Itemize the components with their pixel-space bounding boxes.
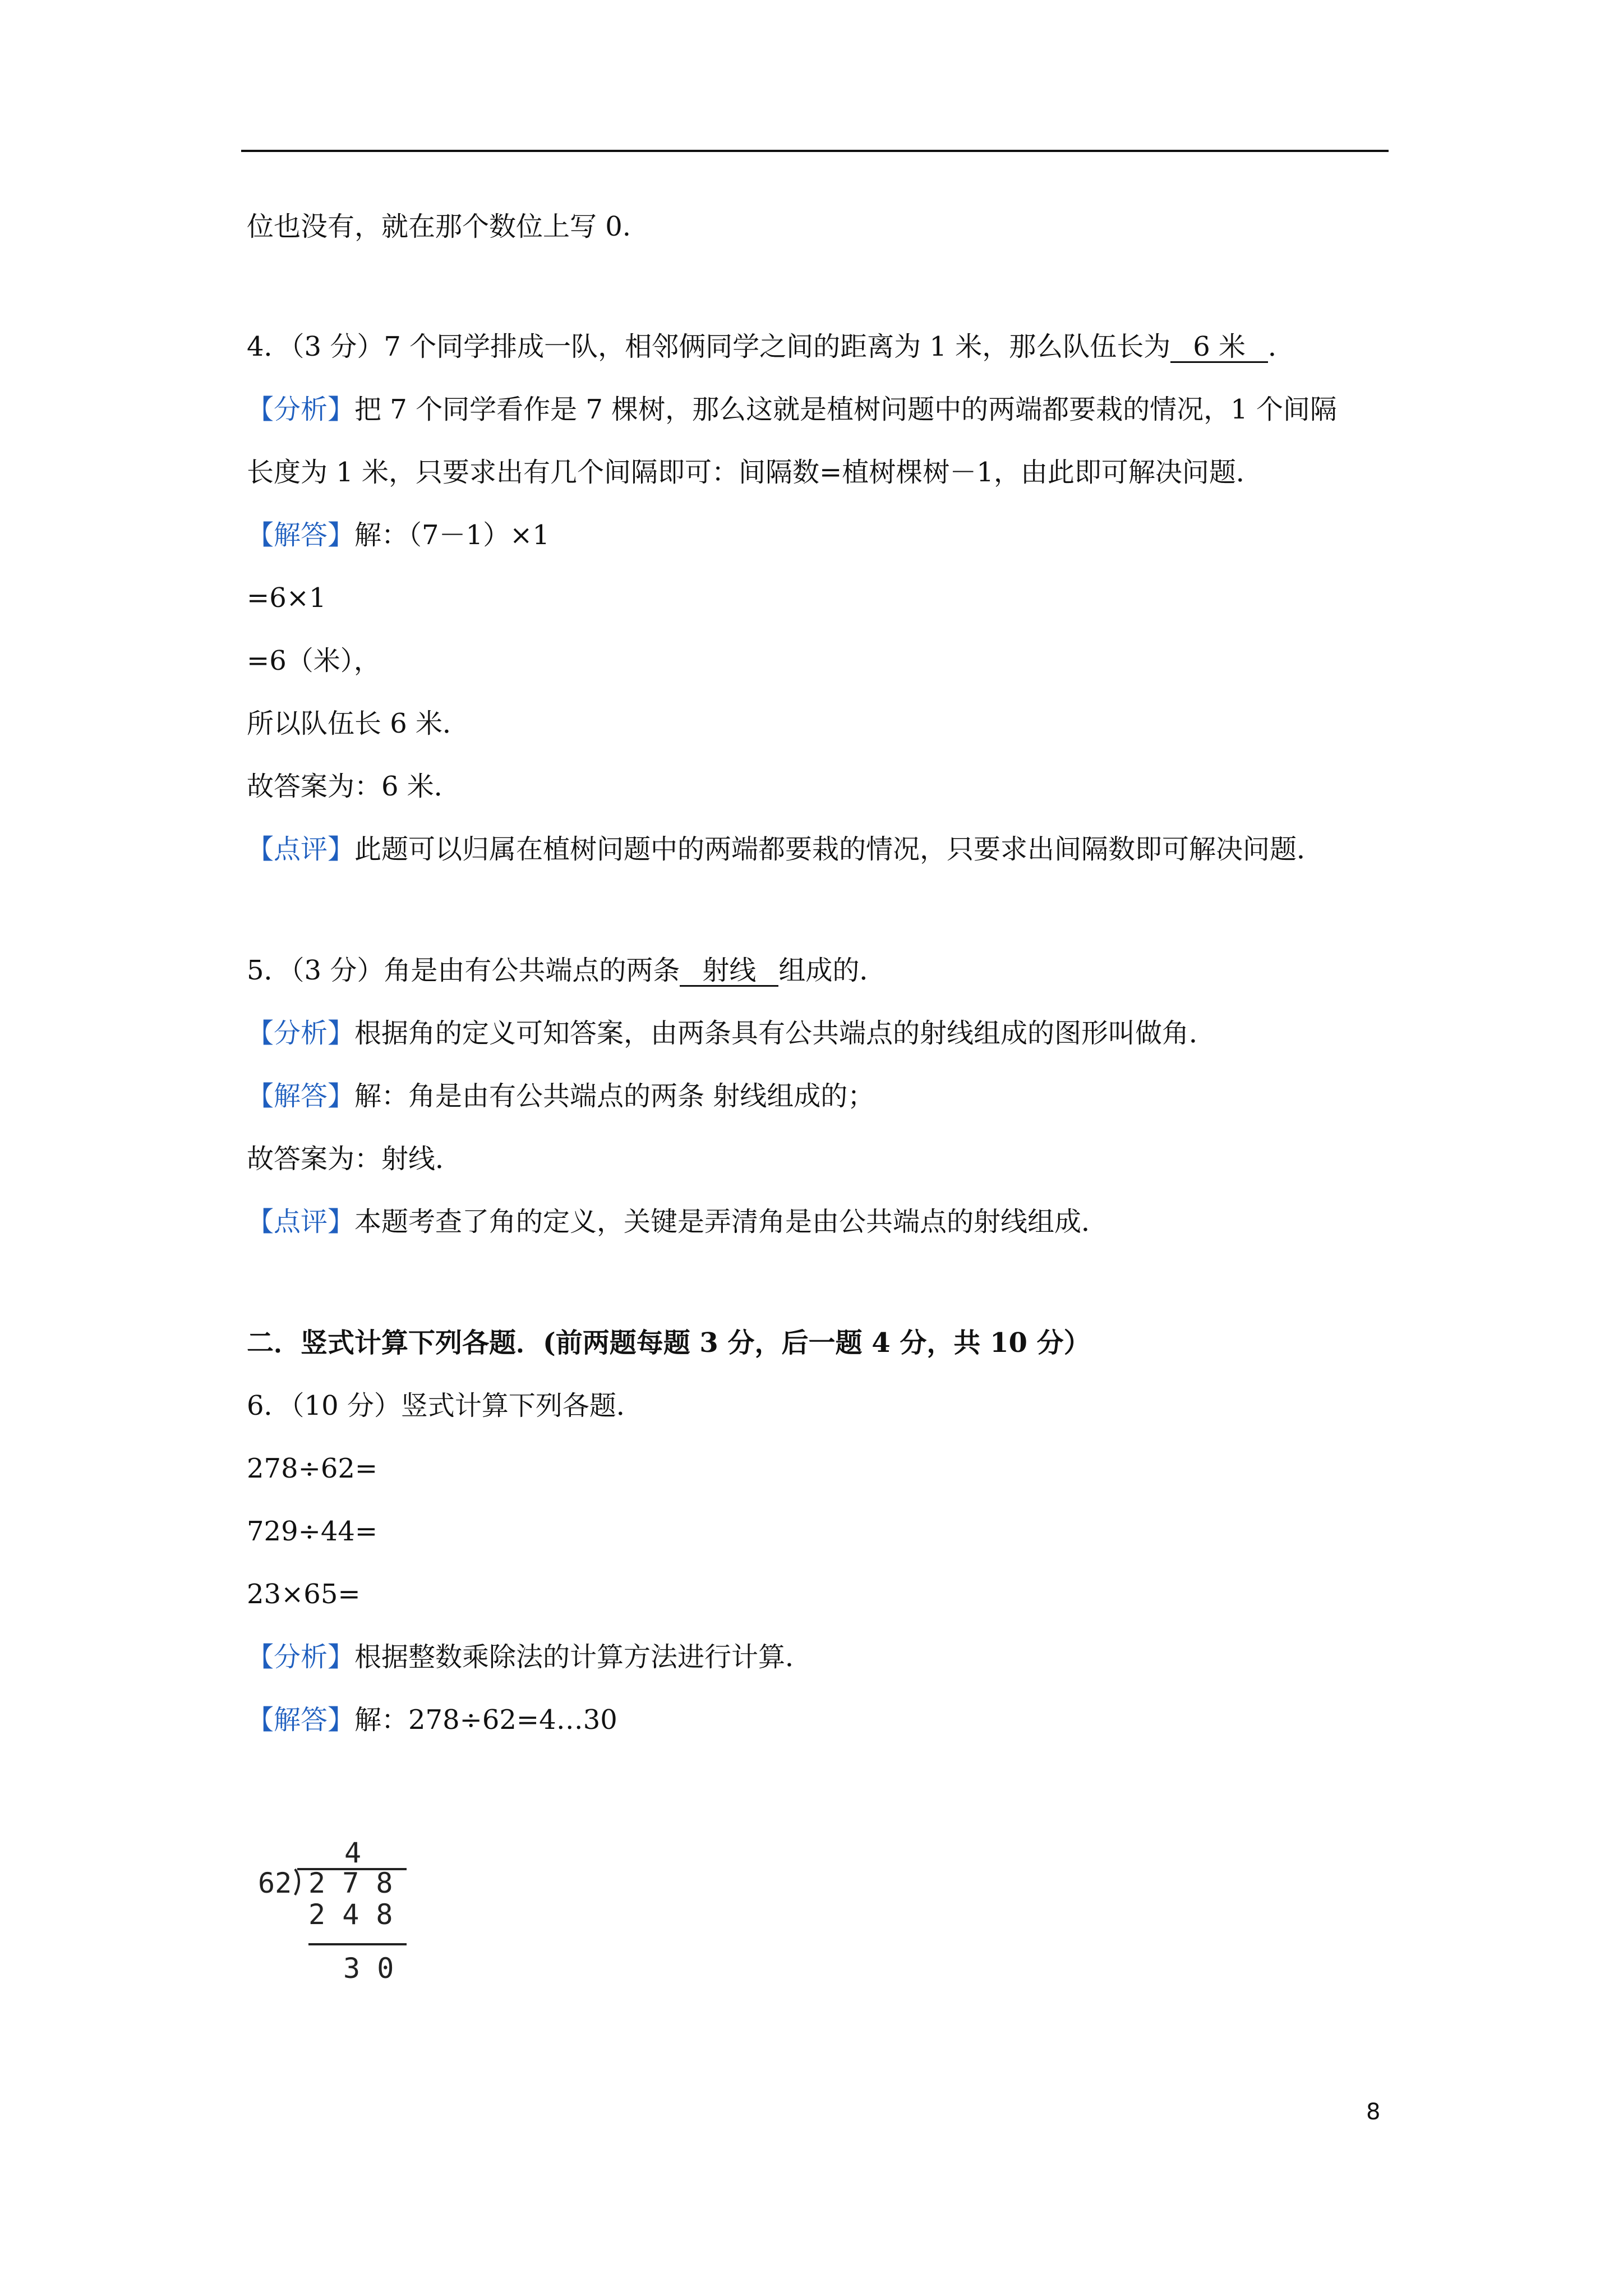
paragraph-continuation: 位也没有，就在那个数位上写 0. bbox=[247, 211, 631, 242]
question-5-solution: 【解答】解：角是由有公共端点的两条 射线组成的； bbox=[247, 1080, 875, 1112]
question-4-answer-blank: 6 米 bbox=[1170, 332, 1268, 363]
solution-tag: 【解答】 bbox=[247, 1080, 355, 1112]
question-5-analysis: 【分析】根据角的定义可知答案，由两条具有公共端点的射线组成的图形叫做角． bbox=[247, 1018, 1216, 1049]
question-6-solution: 【解答】解：278÷62=4…30 bbox=[247, 1704, 617, 1736]
question-5-final-answer: 故答案为：射线． bbox=[247, 1143, 463, 1175]
division-product: 2 4 8 bbox=[308, 1898, 393, 1931]
page-number: 8 bbox=[1366, 2099, 1381, 2125]
expression-3: 23×65= bbox=[247, 1579, 361, 1610]
division-dividend: 2 7 8 bbox=[308, 1867, 393, 1899]
question-5-answer-blank: 射线 bbox=[680, 956, 778, 987]
analysis-tag: 【分析】 bbox=[247, 1018, 355, 1049]
expression-1: 278÷62= bbox=[247, 1453, 378, 1484]
analysis-tag: 【分析】 bbox=[247, 394, 355, 425]
question-5-stem: 5．（3 分）角是由有公共端点的两条 射线 组成的． bbox=[247, 955, 887, 986]
division-bracket bbox=[295, 1869, 299, 1895]
division-divisor: 62 bbox=[258, 1867, 292, 1899]
question-4-comment: 【点评】此题可以归属在植树问题中的两端都要栽的情况，只要求出间隔数即可解决问题． bbox=[247, 834, 1324, 865]
question-6-stem: 6．（10 分）竖式计算下列各题． bbox=[247, 1390, 643, 1421]
section-2-heading: 二．竖式计算下列各题．(前两题每题 3 分，后一题 4 分，共 10 分） bbox=[247, 1327, 1091, 1359]
question-4-solution-step-2: =6×1 bbox=[247, 582, 326, 614]
solution-tag: 【解答】 bbox=[247, 519, 355, 551]
header-rule bbox=[241, 150, 1389, 152]
long-division-svg bbox=[247, 1834, 426, 2003]
long-division-figure bbox=[247, 1834, 426, 2005]
comment-tag: 【点评】 bbox=[247, 1206, 355, 1237]
expression-2: 729÷44= bbox=[247, 1516, 378, 1547]
question-4-solution-step-4: 所以队伍长 6 米． bbox=[247, 708, 470, 739]
question-4-solution-step-3: =6（米）， bbox=[247, 645, 381, 677]
division-quotient: 4 bbox=[344, 1837, 362, 1869]
question-4-stem: 4．（3 分）7 个同学排成一队，相邻俩同学之间的距离为 1 米，那么队伍长为 6 米 ． bbox=[247, 331, 1295, 362]
question-4-analysis: 【分析】把 7 个同学看作是 7 棵树，那么这就是植树问题中的两端都要栽的情况，1 个间隔 bbox=[247, 394, 1337, 425]
comment-tag: 【点评】 bbox=[247, 834, 355, 865]
analysis-tag: 【分析】 bbox=[247, 1641, 355, 1673]
question-5-comment: 【点评】本题考查了角的定义，关键是弄清角是由公共端点的射线组成． bbox=[247, 1206, 1109, 1237]
question-4-solution: 【解答】解：（7－1）×1 bbox=[247, 519, 550, 551]
question-4-analysis-cont: 长度为 1 米，只要求出有几个间隔即可：间隔数=植树棵树－1，由此即可解决问题． bbox=[247, 457, 1263, 488]
solution-tag: 【解答】 bbox=[247, 1704, 355, 1736]
question-4-final-answer: 故答案为：6 米． bbox=[247, 771, 461, 802]
question-6-analysis: 【分析】根据整数乘除法的计算方法进行计算． bbox=[247, 1641, 813, 1673]
division-remainder: 3 0 bbox=[343, 1952, 394, 1985]
